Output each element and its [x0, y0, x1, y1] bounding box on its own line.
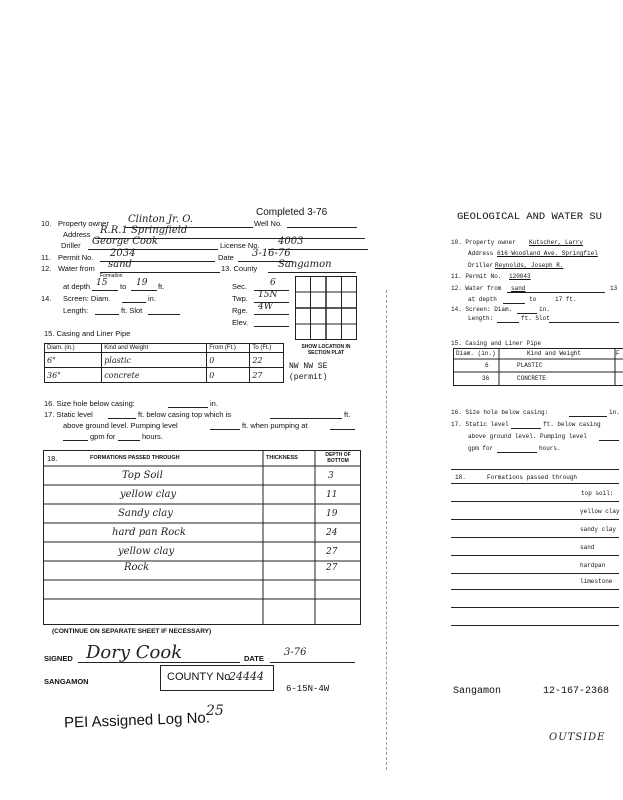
signature: Dory Cook — [86, 642, 183, 663]
formation-row-2-depth: 11 — [326, 490, 338, 500]
length-label: Length: — [63, 306, 89, 315]
pumping-at-label: ft. when pumping at — [242, 421, 308, 430]
water-from-value: sand — [108, 259, 132, 270]
twp-label: Twp. — [232, 294, 248, 303]
sec-label: Sec. — [232, 282, 248, 291]
right-l17-below: ft. below casing — [543, 421, 601, 428]
casing-row-1-kind: plastic — [102, 353, 207, 368]
screen-in-label: in. — [148, 294, 156, 303]
item-12-number: 12. — [41, 264, 52, 273]
right-l13-label: 13 — [610, 285, 618, 292]
right-hours: hours. — [539, 445, 561, 452]
permit-label: Permit No. — [58, 253, 94, 262]
casing-header-from: From (Ft.) — [207, 344, 250, 353]
right-formation-2: yellow clay — [580, 508, 620, 515]
driller-label: Driller — [61, 241, 81, 250]
depth-ft-label: ft. — [158, 282, 165, 291]
date-label: Date — [218, 253, 234, 262]
right-casing-header-from: F — [616, 350, 620, 357]
casing-row-2-kind: concrete — [102, 368, 207, 383]
water-from-label: Water from — [58, 264, 95, 273]
nw-note: NW NW SE — [289, 362, 328, 371]
elev-label: Elev. — [232, 318, 249, 327]
thickness-header: THICKNESS — [266, 455, 298, 461]
address-label: Address — [63, 230, 91, 239]
county-no-box — [160, 665, 274, 691]
formation-row-6-depth: 27 — [326, 563, 338, 573]
right-permit: 120043 — [509, 273, 531, 280]
permit-note: (permit) — [289, 373, 328, 382]
right-l17-label: 17. Static level — [451, 421, 509, 428]
right-outside: OUTSIDE — [549, 732, 606, 743]
right-formation-6: limestone — [580, 578, 613, 585]
casing-row-2-diam: 36" — [45, 368, 102, 383]
date2-value: 3-76 — [284, 647, 307, 658]
right-slot-label: ft. Slot — [521, 315, 550, 322]
formation-row-5-depth: 27 — [326, 547, 338, 557]
date2-label: DATE — [244, 654, 264, 663]
depth-label: at depth — [63, 282, 91, 291]
right-owner: Kutscher, Larry — [529, 239, 584, 246]
twp-value: 15N — [258, 290, 278, 300]
right-depth-to: to — [529, 296, 537, 303]
right-formation-5: hardpan — [580, 562, 606, 569]
right-county: Sangamon — [453, 686, 502, 697]
right-l10-label: 10. Property owner — [451, 239, 516, 246]
depth-to-value: 19 — [136, 278, 148, 288]
sec-value: 6 — [270, 278, 276, 288]
right-length-label: Length: — [468, 315, 494, 322]
casing-header-to: To (Ft.) — [250, 344, 284, 353]
right-driller: Reynolds, Joseph R. — [495, 262, 564, 269]
right-casing-row-2-diam: 36 — [482, 375, 490, 382]
casing-table — [44, 343, 284, 383]
address-value: R.R.1 Springfield — [100, 225, 188, 236]
casing-header-kind: Kind and Weight — [102, 344, 207, 353]
scan-edge — [386, 290, 387, 770]
right-depth-val: 17 ft. — [555, 296, 577, 303]
right-driller-label: Driller — [468, 262, 494, 269]
right-casing-row-1-diam: 6 — [485, 362, 489, 369]
right-l16-label: 16. Size hole below casing: — [451, 409, 549, 416]
show-location-caption: SHOW LOCATION IN SECTION PLAT — [301, 344, 351, 356]
casing-row-2-to: 27 — [250, 368, 284, 383]
pei-log-value: 25 — [206, 703, 224, 719]
gpm-label: gpm for — [90, 432, 116, 441]
right-formations-header: Formations passed through — [487, 474, 578, 481]
static-level-ft: ft. — [344, 410, 351, 419]
depth-to-label: to — [120, 282, 127, 291]
right-formation-3: sandy clay — [580, 526, 617, 533]
casing-row-1-from: 0 — [207, 353, 250, 368]
static-level-label: 17. Static level — [44, 410, 93, 419]
right-title: GEOLOGICAL AND WATER SU — [457, 211, 602, 223]
casing-row-2-from: 0 — [207, 368, 250, 383]
signed-label: SIGNED — [44, 654, 73, 663]
right-l15-label: 15. Casing and Liner Pipe — [451, 340, 542, 347]
formation-row-4-depth: 24 — [326, 528, 338, 538]
item-10-number: 10. — [41, 219, 52, 228]
right-l12-label: 12. Water from — [451, 285, 502, 292]
county-value: Sangamon — [278, 259, 332, 270]
pei-log-label: PEI Assigned Log No. — [63, 709, 211, 732]
right-casing-header-diam: Diam. (in.) — [456, 350, 496, 357]
right-gpm: gpm for — [468, 445, 494, 452]
right-l11-label: 11. Permit No. — [451, 273, 502, 280]
right-l18-label: 18. — [455, 474, 466, 481]
formations-table-grid — [43, 450, 361, 625]
right-form — [445, 0, 619, 800]
date-value: 3-16-76 — [252, 248, 291, 259]
rge-value: 4W — [258, 302, 273, 312]
county-label: 13. County — [221, 264, 258, 273]
right-l16-in: in. — [609, 409, 620, 416]
hours-label: hours. — [142, 432, 163, 441]
county-no-value: 24444 — [229, 670, 264, 683]
size-hole-label: 16. Size hole below casing: — [44, 399, 135, 408]
property-owner-label: Property owner — [58, 219, 109, 228]
screen-diam-label: Screen: Diam. — [63, 294, 111, 303]
county-footer: SANGAMON — [44, 677, 89, 686]
formation-row-5-name: yellow clay — [118, 546, 175, 557]
formation-row-3-name: Sandy clay — [118, 508, 173, 519]
slot-label: ft. Slot — [121, 306, 143, 315]
completed-stamp: Completed 3-76 — [256, 207, 328, 218]
right-address-label: Address — [468, 250, 494, 257]
formation-row-6-name: Rock — [124, 562, 150, 573]
rge-label: Rge. — [232, 306, 248, 315]
static-level-below: ft. below casing top which is — [138, 410, 231, 419]
right-casing-row-2-kind: CONCRETE — [517, 375, 546, 382]
casing-row-1-to: 22 — [250, 353, 284, 368]
casing-row-1-diam: 6" — [45, 353, 102, 368]
county-no-label: COUNTY No. — [167, 671, 234, 683]
right-depth-label: at depth — [468, 296, 497, 303]
right-address: 616 Woodland Ave. Springfiel — [497, 250, 598, 257]
right-formation-4: sand — [580, 544, 595, 551]
right-casing-row-1-kind: PLASTIC — [517, 362, 543, 369]
permit-value: 2034 — [110, 248, 136, 259]
formation-row-1-depth: 3 — [328, 471, 334, 481]
right-code: 12-167-2368 — [543, 686, 610, 697]
right-water: sand — [511, 285, 526, 292]
right-l14-label: 14. Screen: Diam. — [451, 306, 513, 313]
casing-section-label: 15. Casing and Liner Pipe — [44, 329, 131, 338]
right-l17-pumping: above ground level. Pumping level — [468, 433, 587, 440]
formations-header: FORMATIONS PASSED THROUGH — [90, 455, 180, 461]
right-in-label: in. — [539, 306, 550, 313]
formation-row-1-name: Top Soil — [122, 470, 163, 481]
well-no-label: Well No. — [254, 219, 283, 228]
formation-row-3-depth: 19 — [326, 509, 338, 519]
right-casing-header-kind: Kind and Weight — [527, 350, 582, 357]
formation-label: Formation — [100, 273, 123, 279]
driller-value: George Cook — [92, 236, 158, 247]
depth-header: DEPTH OF BOTTOM — [325, 452, 351, 464]
license-value: 4003 — [278, 236, 304, 247]
formation-row-2-name: yellow clay — [120, 489, 177, 500]
item-18-number: 18. — [47, 454, 58, 463]
license-label: License No. — [220, 241, 260, 250]
casing-header-diam: Diam. (in.) — [45, 344, 102, 353]
formation-row-4-name: hard pan Rock — [112, 527, 186, 538]
location-code: 6-15N-4W — [286, 684, 330, 694]
section-plat-grid — [295, 276, 357, 340]
item-14-number: 14. — [41, 294, 52, 303]
size-hole-in: in. — [210, 399, 218, 408]
pumping-level-label: above ground level. Pumping level — [63, 421, 178, 430]
item-11-number: 11. — [41, 253, 51, 262]
right-formation-1: top soil: — [581, 490, 614, 497]
property-owner-value: Clinton Jr. O. — [128, 214, 193, 225]
depth-from-value: 15 — [96, 278, 108, 288]
continue-note: (CONTINUE ON SEPARATE SHEET IF NECESSARY) — [52, 628, 212, 635]
